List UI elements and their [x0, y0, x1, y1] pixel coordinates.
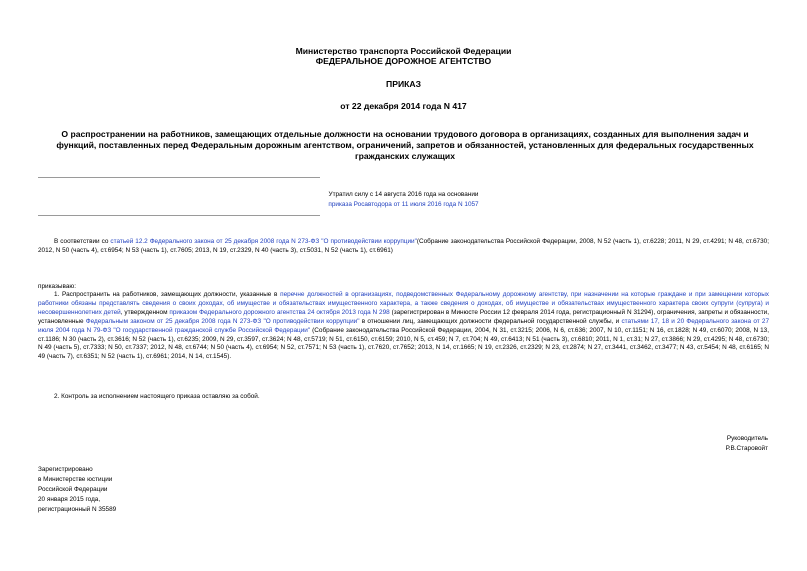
item-1-text-1: 1. Распространить на работников, замещающих должности, указанные в	[54, 291, 281, 298]
signature-name: Р.В.Старовойт	[725, 445, 768, 452]
law-79-articles-link[interactable]: статьями 17, 18 и 20 Федерального закона от 27 июля 2004 года N 79-ФЗ "О государственной гражданской службе Российской Федерации"	[38, 317, 770, 334]
item-1-text-2: , утвержденном	[120, 308, 170, 316]
registration-line: Зарегистрировано	[38, 466, 93, 473]
law-273-link[interactable]: Федеральным законом от 25 декабря 2008 года N 273-ФЗ "О противодействии коррупции"	[85, 317, 360, 325]
signature-role: Руководитель	[726, 435, 768, 442]
item-1-text-4: в отношении лиц, замещающих должности федеральной государственной службы, и	[359, 317, 622, 325]
registration-line: регистрационный N 35589	[38, 506, 117, 513]
divider-bottom	[38, 215, 320, 216]
item-1-text-5: (Собрание законодательства Российской Федерации, 2004, N 31, ст.3215; 2006, N 6, ст.636; 2007, N 10, ст.1151; N 16, ст.1828; N 49, ст.6070; 2008, N 13, ст.1186; N 30 (часть 2), ст.3616; N 52 (часть 1), ст.6235; 2009, N 29, ст.3597, ст.3624; N 48, ст.5719; N 51, ст.6150, ст.6159; 2010, N 5, ст.459; N 7, ст.704; N 49, ст.6413; N 51 (часть 3), ст.6810; 2011, N 1, ст.31; N 27, ст.3866; N 29, ст.4295; N 48, ст.6730; N 49 (часть 5), ст.7333; N 50, ст.7337; 2012, N 48, ст.6744; N 50 (часть 4), ст.6954; N 52, ст.7571; N 53 (часть 1), ст.7620, ст.7652; 2013, N 14, ст.1665; N 19, ст.2326, ст.2329; N 23, ст.2874; N 27, ст.3441, ст.3462, ст.3477; N 43, ст.5454; N 48, ст.6165; N 49 (часть 7), ст.6351; N 52 (часть 1), ст.6961; 2014, N 14, ст.1545).	[38, 326, 769, 361]
repeal-order-link[interactable]: приказа Росавтодора от 11 июля 2016 года N 1057	[328, 201, 479, 208]
status-note-link-line	[0, 200, 807, 209]
law-273-article-12-2-link[interactable]: статьей 12.2 Федерального закона от 25 декабря 2008 года N 273-ФЗ "О противодействии коррупции"	[110, 238, 417, 245]
registration-line: Российской Федерации	[38, 486, 108, 493]
order-word: приказываю:	[38, 283, 76, 290]
status-note-text: Утратил силу с 14 августа 2016 года на основании	[328, 191, 479, 198]
ministry-name: Министерство транспорта Российской Федерации	[295, 46, 512, 56]
positions-list-link[interactable]: перечне должностей в организациях, подведомственных Федеральному дорожному агентству, при назначении на которые граждане и при замещении которых работники обязаны представлять сведения о своих доходах, об имуществе и обязательствах имущественного характера, а также сведения о доходах, об имуществе и обязательствах имущественного характера своих супруги (супруга) и несовершеннолетних детей	[38, 291, 769, 316]
preamble-text-2: (Собрание законодательства Российской Федерации, 2008, N 52 (часть 1), ст.6228; 2011, N 29, ст.4291; N 48, ст.6730; 2012, N 50 (часть 4), ст.6954; N 53 (часть 1), ст.7605; 2013, N 19, ст.2329, N 40 (часть 3), ст.5031, N 52 (часть 1), ст.6961)	[38, 238, 769, 254]
preamble-paragraph	[38, 238, 769, 256]
agency-name: ФЕДЕРАЛЬНОЕ ДОРОЖНОЕ АГЕНТСТВО	[315, 56, 492, 66]
item-1-text-3: (зарегистрирован в Минюсте России 12 февраля 2014 года, регистрационный N 31294), ограничения, запреты и обязанности, установленные	[38, 308, 769, 325]
order-298-link[interactable]: приказом Федерального дорожного агентства 24 октября 2013 года N 298	[169, 308, 390, 316]
registration-block	[38, 465, 116, 515]
item-1-paragraph	[38, 291, 769, 362]
item-2-text: 2. Контроль за исполнением настоящего приказа оставляю за собой.	[54, 393, 260, 400]
registration-line: 20 января 2015 года,	[38, 496, 101, 503]
registration-line: в Министерстве юстиции	[38, 476, 113, 483]
document-date-number: от 22 декабря 2014 года N 417	[340, 101, 467, 111]
document-type: ПРИКАЗ	[386, 79, 421, 89]
preamble-text-1: В соответствии со	[54, 238, 111, 245]
divider-top	[38, 177, 320, 178]
document-title: О распространении на работников, замещающих отдельные должности на основании трудового договора в организациях, созданных для выполнения задач и функций, поставленных перед Федеральным дорожным агентством, ограничений, запретов и обязанностей, установленных для федеральных государственных гражданских служащих	[56, 129, 754, 161]
